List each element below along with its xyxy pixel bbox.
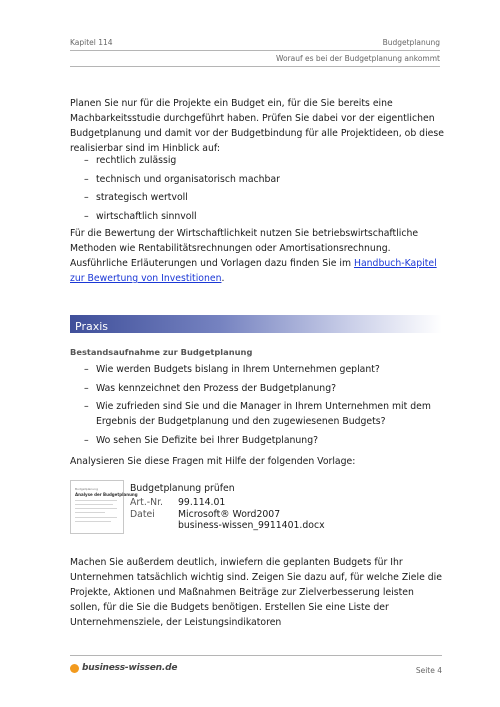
file-title: Budgetplanung prüfen: [130, 483, 235, 494]
template-download[interactable]: [70, 480, 450, 540]
closing-paragraph: Machen Sie außerdem deutlich, inwiefern die geplanten Budgets für Ihr Unternehmen tatsächlich wichtig sind. Zeigen Sie dazu auf, für welche Ziele die Projekte, Aktionen und Maßnahmen Beiträge zur Zielverbesserung leisten sollen, für die Sie die Budgets benötigen. Erstellen Sie eine Liste der Unternehmensziele, der Leistungsindikatoren: [70, 557, 442, 628]
section-title: Praxis: [75, 320, 108, 333]
list-item: – Was kennzeichnet den Prozess der Budgetplanung?: [84, 382, 337, 394]
analyze-instruction: Analysieren Sie diese Fragen mit Hilfe der folgenden Vorlage:: [70, 456, 356, 467]
list-item: – Wie werden Budgets bislang in Ihrem Unternehmen geplant?: [84, 364, 380, 375]
logo-dot-icon: [70, 664, 79, 673]
article-number-row: Art.-Nr. 99.114.01: [130, 497, 226, 508]
list-item: – strategisch wertvoll: [84, 192, 188, 204]
header-divider: [70, 50, 440, 51]
questions-list: [84, 362, 441, 451]
praxis-subheading: Bestandsaufnahme zur Budgetplanung: [70, 347, 253, 357]
list-item: – rechtlich zulässig: [84, 155, 177, 166]
investment-chapter-link[interactable]: Handbuch-Kapitel zur Bewertung von Investitionen: [70, 258, 437, 284]
intro-paragraph: Planen Sie nur für die Projekte ein Budget ein, für die Sie bereits eine Machbarkeitsstudie durchgeführt haben. Prüfen Sie dabei vor der eigentlichen Budgetplanung und damit vor der Budgetbindung für alle Projektideen, ob diese realisierbar sind im Hinblick auf:: [70, 98, 444, 154]
list-item: – Wo sehen Sie Defizite bei Ihrer Budgetplanung?: [84, 434, 319, 446]
footer-divider: [70, 655, 442, 656]
brand-logo: business-wissen.de: [70, 663, 177, 673]
criteria-list: [84, 153, 441, 227]
header-divider-bottom: [70, 66, 440, 67]
page-header: [70, 38, 440, 67]
list-item: – wirtschaftlich sinnvoll: [84, 210, 197, 222]
chapter-label: Kapitel 114: [70, 38, 113, 47]
document-thumbnail[interactable]: Budgetplanung Analyse der Budgetplanung: [70, 480, 124, 534]
list-item: – technisch und organisatorisch machbar: [84, 173, 280, 185]
file-row: Datei Microsoft® Word2007 business-wissen_9911401.docx: [130, 509, 325, 531]
page-number: Seite 4: [415, 666, 442, 675]
section-header-praxis: [70, 315, 442, 333]
evaluation-paragraph: Für die Bewertung der Wirtschaftlichkeit nutzen Sie betriebswirtschaftliche Methoden wie Rentabilitätsrechnungen oder Amortisationsrechnung. Ausführliche Erläuterungen und Vorlagen dazu finden Sie im Handbuch-Kapitel zur Bewertung von Investitionen.: [70, 228, 437, 284]
topic-label: Budgetplanung: [382, 38, 440, 47]
header-subtitle: Worauf es bei der Budgetplanung ankommt: [275, 54, 440, 63]
list-item: – Wie zufrieden sind Sie und die Manager in Ihrem Unternehmen mit dem Ergebnis der Budgetplanung und den zugewiesenen Budgets?: [84, 401, 431, 428]
